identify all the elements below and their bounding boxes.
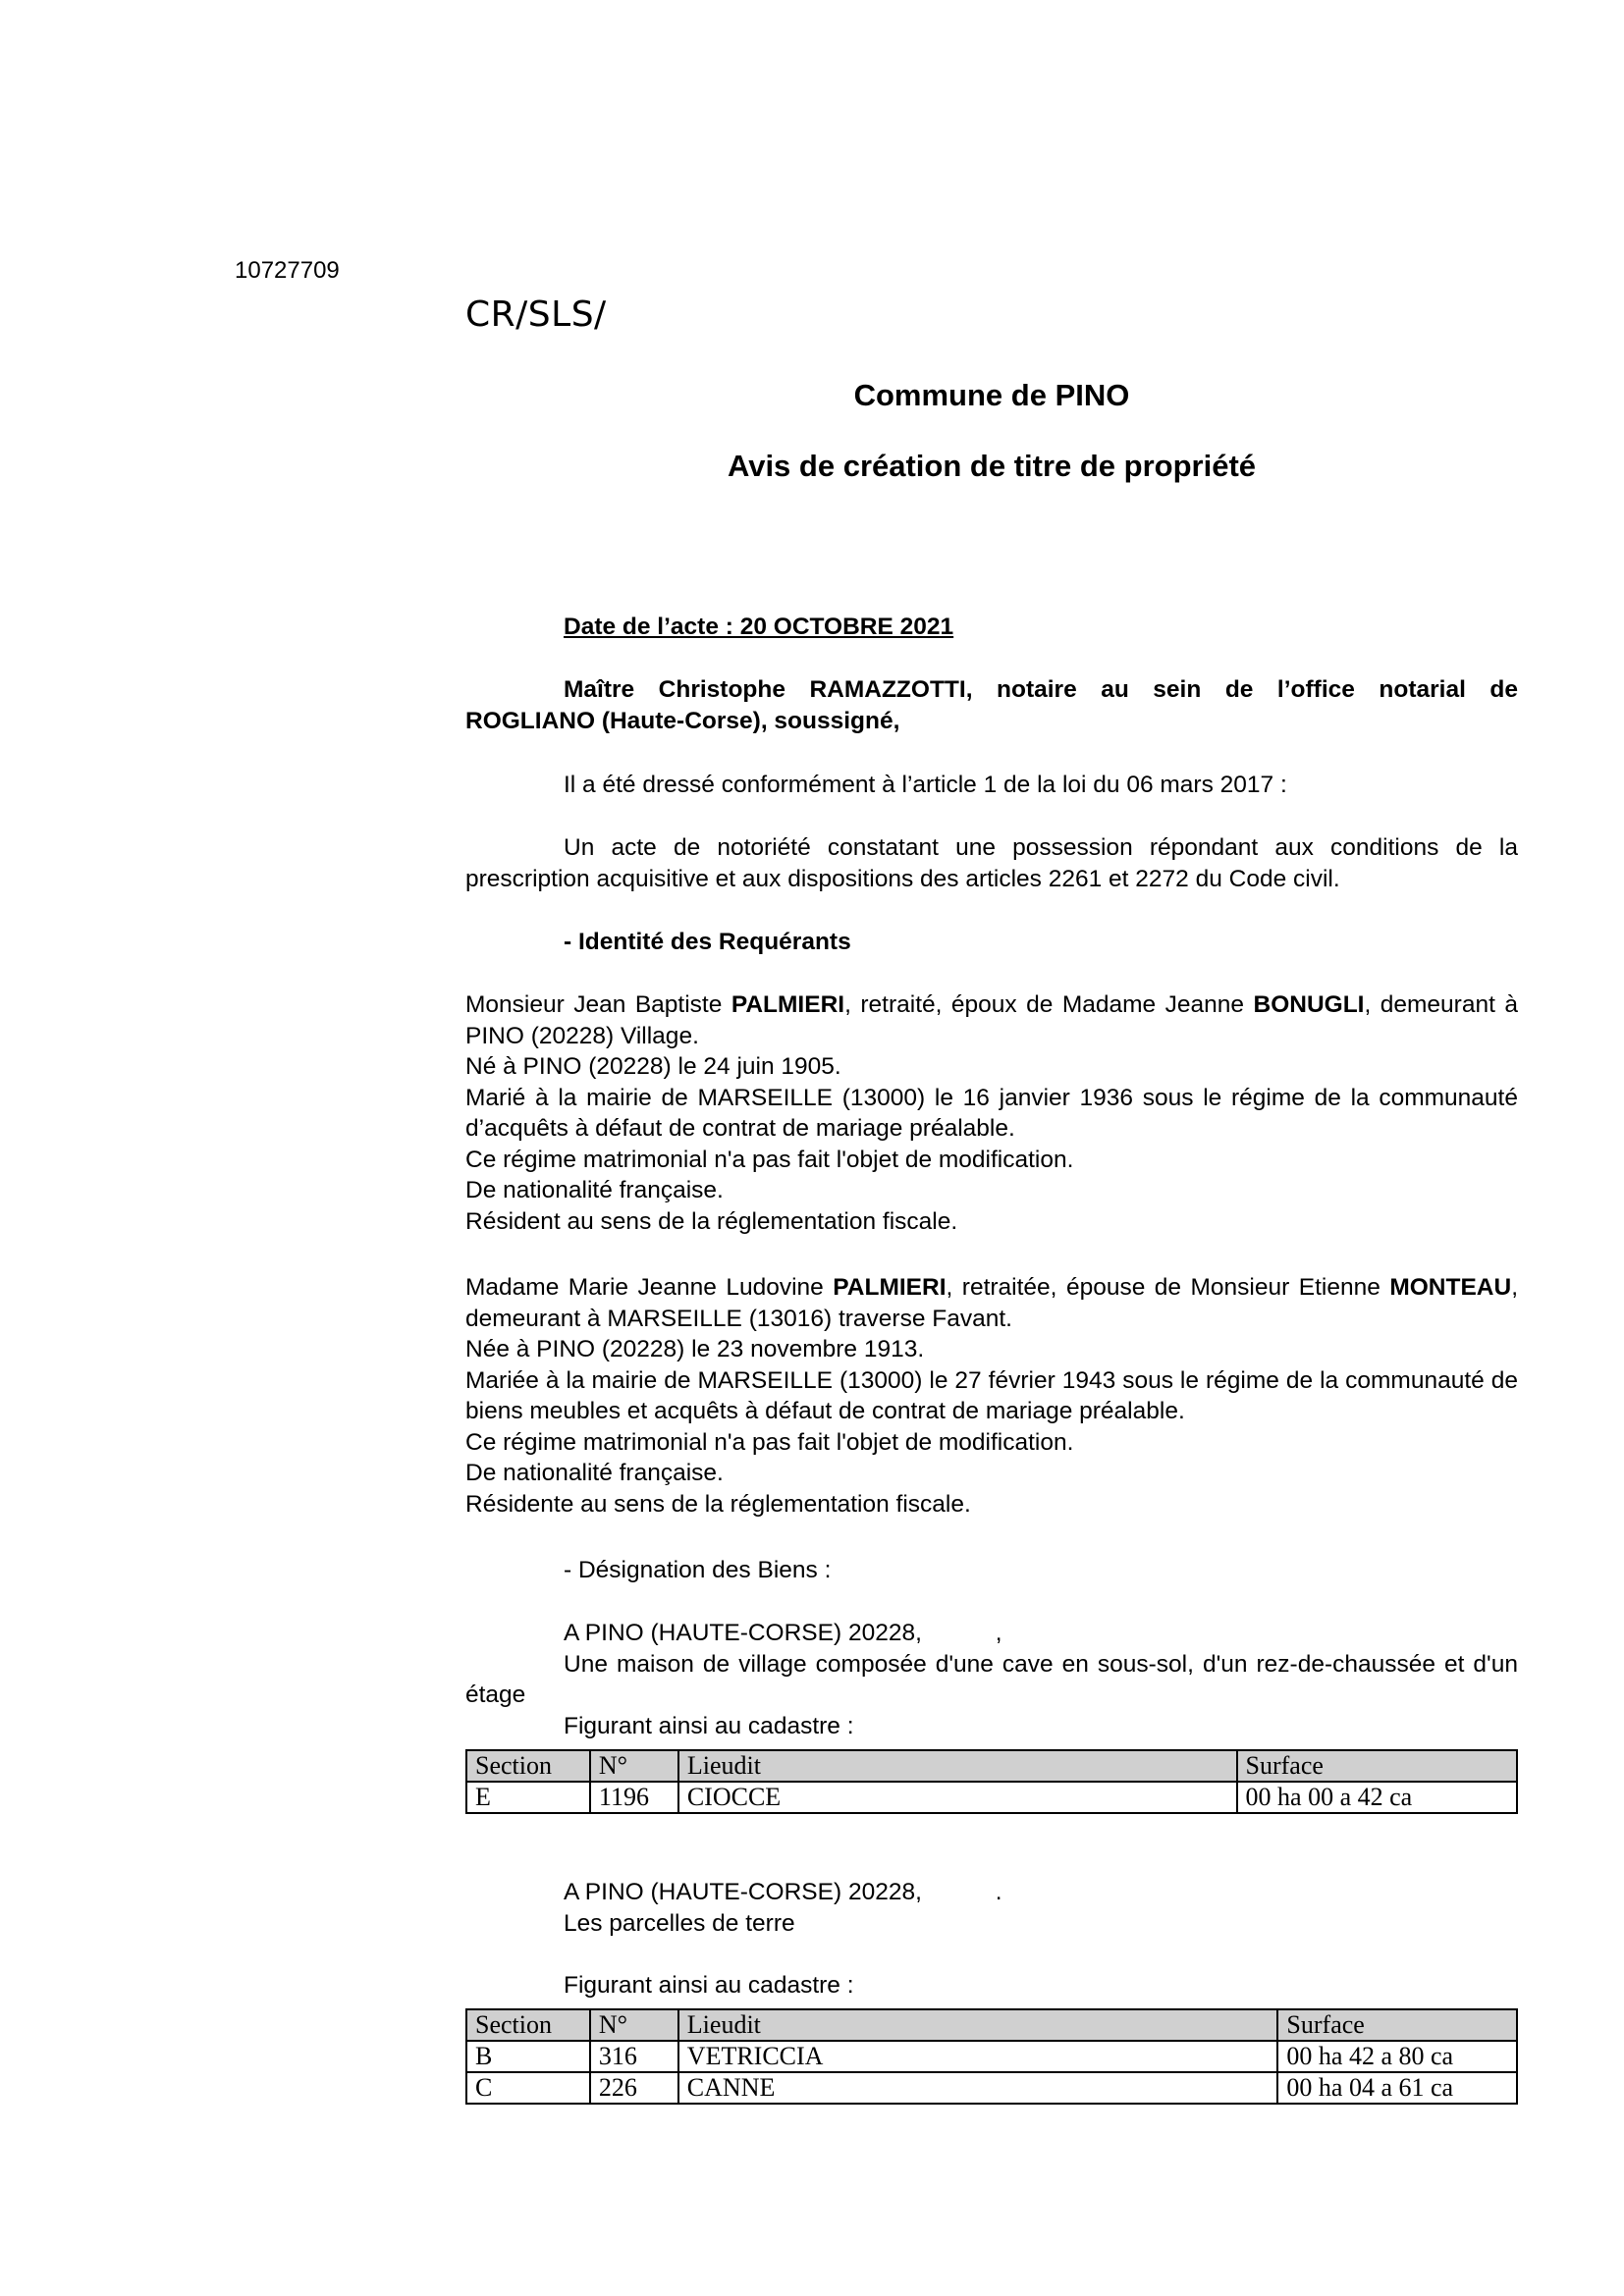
requerant-1-identity: Monsieur Jean Baptiste PALMIERI, retraité, époux de Madame Jeanne BONUGLI, demeurant à PINO (20228) Village. xyxy=(465,991,1518,1049)
cell-lieudit: VETRICCIA xyxy=(678,2041,1278,2072)
lot-1-description: Une maison de village composée d'une cave en sous-sol, d'un rez-de-chaussée et d'un étage xyxy=(465,1650,1518,1708)
biens-heading: - Désignation des Biens : xyxy=(564,1557,832,1583)
date-acte: Date de l’acte : 20 OCTOBRE 2021 xyxy=(564,614,954,640)
lot-2-location: A PINO (HAUTE-CORSE) 20228, . xyxy=(564,1879,1002,1905)
table-row xyxy=(466,2072,1517,2104)
requerant-2-nationality: De nationalité française. xyxy=(465,1460,724,1486)
notaire-line-2: ROGLIANO (Haute-Corse), soussigné, xyxy=(465,707,900,734)
requerant-2 xyxy=(465,1272,1518,1520)
cell-numero: 226 xyxy=(590,2072,678,2104)
col-surface: Surface xyxy=(1277,2009,1517,2041)
requerant-2-marriage: Mariée à la mairie de MARSEILLE (13000) le 27 février 1943 sous le régime de la communauté de biens meubles et acquêts à défaut de contrat de mariage préalable. xyxy=(465,1366,1518,1424)
notoriete-block xyxy=(465,832,1518,894)
initials: CR/SLS/ xyxy=(465,294,607,335)
cell-surface: 00 ha 42 a 80 ca xyxy=(1277,2041,1517,2072)
col-lieudit: Lieudit xyxy=(678,1750,1237,1782)
requerant-1-residence: Résident au sens de la réglementation fiscale. xyxy=(465,1207,958,1235)
requerants-heading: - Identité des Requérants xyxy=(564,929,851,955)
requerant-1-marriage: Marié à la mairie de MARSEILLE (13000) le 16 janvier 1936 sous le régime de la communauté d’acquêts à défaut de contrat de mariage préalable. xyxy=(465,1084,1518,1142)
cell-numero: 1196 xyxy=(590,1782,678,1813)
col-numero: N° xyxy=(590,2009,678,2041)
dresse-text: Il a été dressé conformément à l’article 1 de la loi du 06 mars 2017 : xyxy=(564,772,1287,798)
dresse-block xyxy=(465,770,1518,801)
cell-lieudit: CANNE xyxy=(678,2072,1278,2104)
cell-numero: 316 xyxy=(590,2041,678,2072)
cell-lieudit: CIOCCE xyxy=(678,1782,1237,1813)
col-numero: N° xyxy=(590,1750,678,1782)
requerant-2-surname: PALMIERI xyxy=(833,1274,947,1301)
table-row xyxy=(466,2041,1517,2072)
col-lieudit: Lieudit xyxy=(678,2009,1278,2041)
requerant-2-birth: Née à PINO (20228) le 23 novembre 1913. xyxy=(465,1336,925,1362)
cell-surface: 00 ha 00 a 42 ca xyxy=(1237,1782,1517,1813)
requerant-2-residence: Résidente au sens de la réglementation fiscale. xyxy=(465,1490,971,1518)
col-section: Section xyxy=(466,1750,590,1782)
cell-surface: 00 ha 04 a 61 ca xyxy=(1277,2072,1517,2104)
notaire-block xyxy=(465,674,1518,736)
requerant-2-regime: Ce régime matrimonial n'a pas fait l'objet de modification. xyxy=(465,1428,1074,1456)
requerant-1-birth: Né à PINO (20228) le 24 juin 1905. xyxy=(465,1053,841,1080)
title-commune: Commune de PINO xyxy=(853,378,1130,412)
cell-section: E xyxy=(466,1782,590,1813)
date-block xyxy=(465,612,1518,643)
lot-1-location: A PINO (HAUTE-CORSE) 20228, , xyxy=(564,1620,1002,1646)
col-section: Section xyxy=(466,2009,590,2041)
cell-section: B xyxy=(466,2041,590,2072)
lot-2 xyxy=(465,1877,1518,2001)
biens-heading-block xyxy=(465,1555,1518,1586)
requerant-1-nationality: De nationalité française. xyxy=(465,1177,724,1203)
requerant-1-spouse-surname: BONUGLI xyxy=(1253,991,1365,1018)
cadastre-table-1 xyxy=(465,1749,1518,1814)
notoriete-text: Un acte de notoriété constatant une possession répondant aux conditions de la prescription acquisitive et aux dispositions des articles 2261 et 2272 du Code civil. xyxy=(465,834,1518,892)
reference-number: 10727709 xyxy=(235,257,340,284)
lot-1-cadastre-intro: Figurant ainsi au cadastre : xyxy=(564,1712,854,1739)
col-surface: Surface xyxy=(1237,1750,1517,1782)
requerants-heading-block xyxy=(465,927,1518,958)
lot-2-description: Les parcelles de terre xyxy=(564,1909,795,1937)
table-header-row xyxy=(466,1750,1517,1782)
table-row xyxy=(466,1782,1517,1813)
notaire-line-1: Maître Christophe RAMAZZOTTI, notaire au sein de l’office notarial de xyxy=(564,676,1518,703)
requerant-1-regime: Ce régime matrimonial n'a pas fait l'objet de modification. xyxy=(465,1146,1074,1173)
requerant-1-surname: PALMIERI xyxy=(731,991,845,1018)
table-header-row xyxy=(466,2009,1517,2041)
requerant-2-spouse-surname: MONTEAU xyxy=(1389,1274,1512,1301)
lot-2-cadastre-intro: Figurant ainsi au cadastre : xyxy=(564,1971,854,1999)
cadastre-table-2 xyxy=(465,2008,1518,2105)
title-avis: Avis de création de titre de propriété xyxy=(727,449,1257,483)
cell-section: C xyxy=(466,2072,590,2104)
lot-1 xyxy=(465,1618,1518,1741)
requerant-1 xyxy=(465,989,1518,1237)
requerant-2-identity: Madame Marie Jeanne Ludovine PALMIERI, retraitée, épouse de Monsieur Etienne MONTEAU, demeurant à MARSEILLE (13016) traverse Favant. xyxy=(465,1274,1518,1332)
